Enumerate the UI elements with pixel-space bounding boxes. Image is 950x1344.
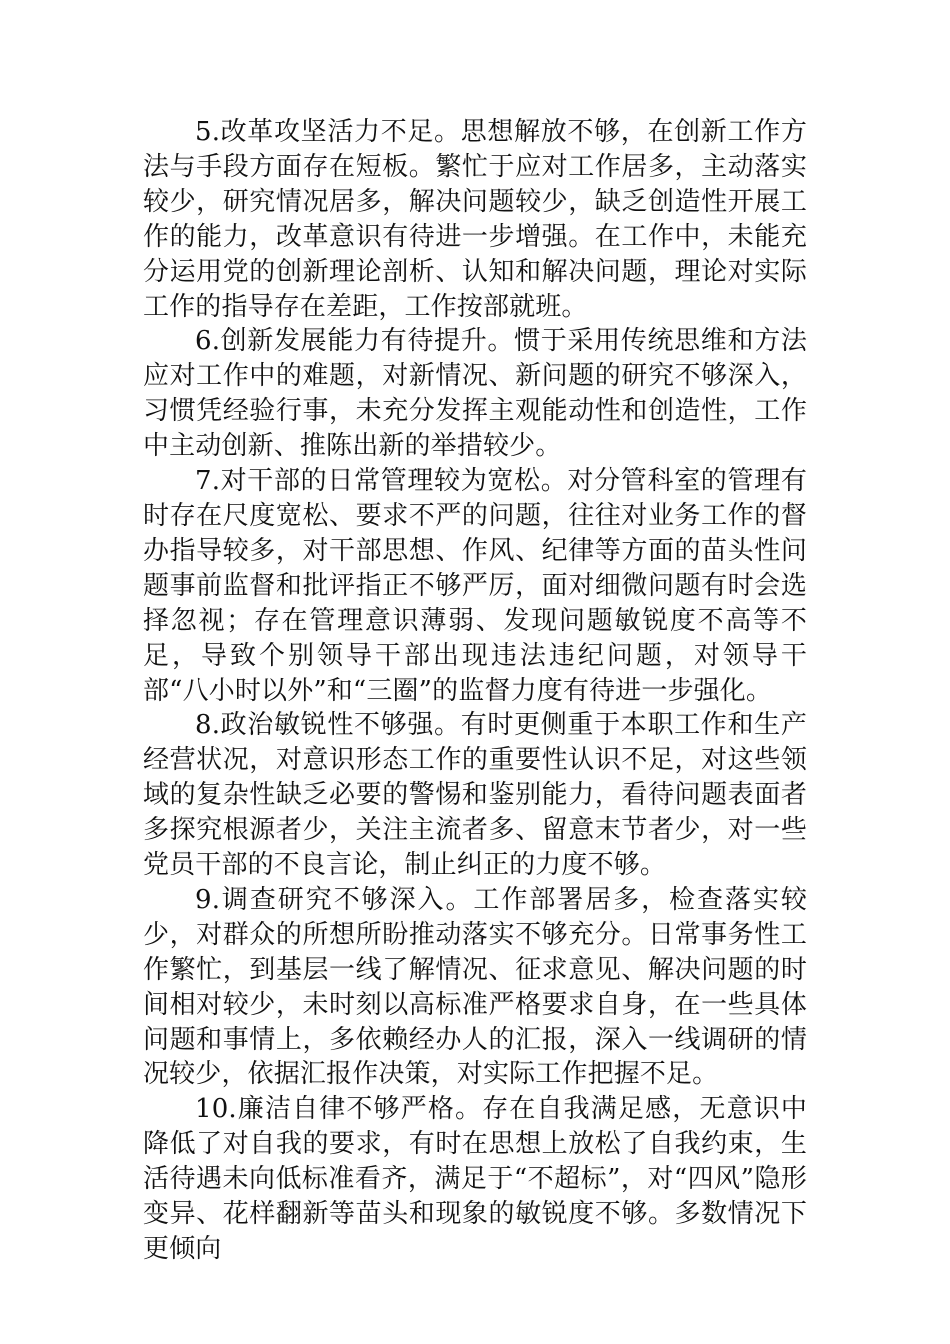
- paragraph-10: 10.廉洁自律不够严格。存在自我满足感，无意识中降低了对自我的要求，有时在思想上放松了自我约束，生活待遇未向低标准看齐，满足于“不超标”，对“四风”隐形变异、花样翻新等苗头和现象的敏锐度不够。多数情况下更倾向: [143, 1094, 807, 1264]
- paragraph-5: 5.改革攻坚活力不足。思想解放不够，在创新工作方法与手段方面存在短板。繁忙于应对工作居多，主动落实较少，研究情况居多，解决问题较少，缺乏创造性开展工作的能力，改革意识有待进一步增强。在工作中，未能充分运用党的创新理论剖析、认知和解决问题，理论对实际工作的指导存在差距，工作按部就班。: [143, 117, 807, 322]
- document-body: [143, 115, 807, 1267]
- paragraph-8: 8.政治敏锐性不够强。有时更侧重于本职工作和生产经营状况，对意识形态工作的重要性认识不足，对这些领域的复杂性缺乏必要的警惕和鉴别能力，看待问题表面者多探究根源者少，关注主流者多、留意末节者少，对一些党员干部的不良言论，制止纠正的力度不够。: [143, 710, 807, 881]
- paragraph-7: 7.对干部的日常管理较为宽松。对分管科室的管理有时存在尺度宽松、要求不严的问题，往往对业务工作的督办指导较多，对干部思想、作风、纪律等方面的苗头性问题事前监督和批评指正不够严厉，面对细微问题有时会选择忽视；存在管理意识薄弱、发现问题敏锐度不高等不足，导致个别领导干部出现违法违纪问题，对领导干部“八小时以外”和“三圈”的监督力度有待进一步强化。: [143, 466, 807, 706]
- paragraph-9: 9.调查研究不够深入。工作部署居多，检查落实较少，对群众的所想所盼推动落实不够充分。日常事务性工作繁忙，到基层一线了解情况、征求意见、解决问题的时间相对较少，未时刻以高标准严格要求自身，在一些具体问题和事情上，多依赖经办人的汇报，深入一线调研的情况较少，依据汇报作决策，对实际工作把握不足。: [143, 884, 807, 1090]
- paragraph-6: 6.创新发展能力有待提升。惯于采用传统思维和方法应对工作中的难题，对新情况、新问题的研究不够深入，习惯凭经验行事，未充分发挥主观能动性和创造性，工作中主动创新、推陈出新的举措较少。: [143, 326, 807, 462]
